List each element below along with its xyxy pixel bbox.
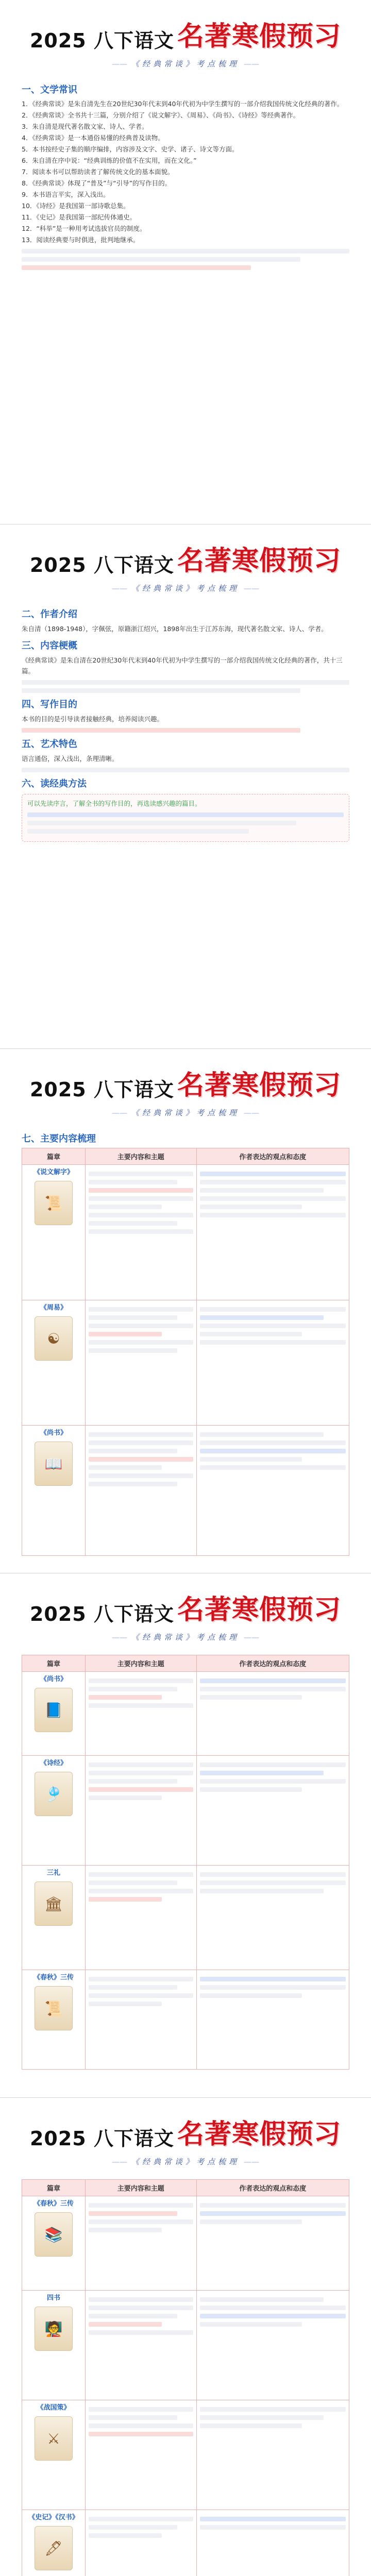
column-header: 作者表达的观点和态度: [196, 2180, 349, 2196]
chapter-table: [22, 1148, 349, 1556]
section-title: 一、文学常识: [22, 84, 77, 95]
text-line: [22, 249, 349, 253]
book-illustration-icon: 🖋: [35, 2526, 73, 2570]
grade-text: 2025 八下语文: [29, 554, 174, 577]
column-header: 篇章: [22, 1655, 86, 1672]
text-line: [22, 768, 349, 772]
page-4: [0, 1573, 371, 2098]
list-item: 9．本书语言平实，深入浅出。: [22, 191, 110, 198]
table-row: [22, 1165, 349, 1300]
method-box: [22, 794, 349, 842]
book-illustration-icon: 🏛: [35, 1882, 73, 1926]
table-row: [22, 2400, 349, 2510]
grade-text: 2025 八下语文: [29, 2127, 174, 2150]
list-item: 4．《经典常谈》是一本通俗易懂的经典普及读物。: [22, 134, 164, 142]
list-item: 7．阅读本书可以帮助读者了解传统文化的基本面貌。: [22, 168, 174, 176]
header-title: [30, 2112, 341, 2151]
page-2: [0, 524, 371, 1049]
chapter-name: 《说文解字》: [33, 1168, 74, 1176]
header-title: [30, 539, 341, 578]
chapter-name: 《春秋》三传: [33, 2200, 74, 2208]
chapter-name: 《战国策》: [37, 2404, 71, 2412]
table-row: [22, 1426, 349, 1556]
text-line: [22, 688, 300, 693]
page-header: [0, 1049, 371, 1125]
chapter-name: 《春秋》三传: [33, 1974, 74, 1981]
page-header: [0, 2098, 371, 2174]
header-title: [30, 1588, 341, 1626]
book-illustration-icon: 🎐: [35, 1772, 73, 1816]
text-line: [27, 829, 249, 834]
table-row: [22, 2291, 349, 2400]
grade-text: 2025 八下语文: [29, 1078, 174, 1101]
page-header: [0, 524, 371, 601]
summary-paragraph: 《经典常谈》是朱自清在20世纪30年代末到40年代初为中学生撰写的一部介绍我国传统文化经典的著作，共十三篇。: [22, 656, 343, 675]
text-line: [27, 812, 344, 817]
list-item: 10．《诗经》是我国第一部诗歌总集。: [22, 202, 130, 210]
section-title: 四、写作目的: [22, 699, 77, 710]
list-item: 12．“科举”是一种用考试选拔官员的制度。: [22, 225, 146, 232]
chapter-name: 四书: [46, 2294, 60, 2302]
header-subtitle: —— 《经典常谈》考点梳理 ——: [0, 58, 371, 69]
column-header: 主要内容和主题: [86, 2180, 197, 2196]
list-item: 11．《史记》是我国第一部纪传体通史。: [22, 213, 137, 221]
header-subtitle: —— 《经典常谈》考点梳理 ——: [0, 1107, 371, 1118]
style-paragraph: 语言通俗，深入浅出，条理清晰。: [22, 755, 119, 762]
book-illustration-icon: 📜: [35, 1181, 73, 1225]
text-line: [27, 821, 296, 825]
book-title: 名著寒假预习: [177, 1595, 341, 1625]
text-line: [22, 680, 349, 685]
page-3: [0, 1049, 371, 1573]
list-item: 1．《经典常谈》是朱自清先生在20世纪30年代末到40年代初为中学生撰写的一部介绍我国传统文化经典的著作。: [22, 100, 344, 108]
column-header: 作者表达的观点和态度: [196, 1148, 349, 1165]
book-title: 名著寒假预习: [177, 21, 341, 52]
chapter-name: 《史记》《汉书》: [28, 2514, 79, 2521]
text-line: [22, 728, 300, 733]
section-title: 二、作者介绍: [22, 609, 77, 620]
header-title: [30, 1063, 341, 1102]
page-header: [0, 0, 371, 76]
column-header: 主要内容和主题: [86, 1655, 197, 1672]
table-row: [22, 2196, 349, 2291]
method-note: 可以先读序言，了解全书的写作目的，再选读感兴趣的篇目。: [27, 800, 201, 807]
book-title: 名著寒假预习: [177, 2119, 341, 2150]
list-item: 13．阅读经典要与时俱进，批判地继承。: [22, 236, 140, 244]
table-row: [22, 2510, 349, 2576]
content: [0, 601, 371, 842]
content: [0, 76, 371, 270]
book-title: 名著寒假预习: [177, 1070, 341, 1101]
column-header: 篇章: [22, 1148, 86, 1165]
list-item: 6．朱自清在序中说：“经典训练的价值不在实用，而在文化。”: [22, 157, 197, 164]
text-lines: [22, 249, 349, 270]
book-illustration-icon: ⚔: [35, 2416, 73, 2461]
book-illustration-icon: 📖: [35, 1442, 73, 1486]
section-title: 六、读经典方法: [22, 778, 87, 789]
book-illustration-icon: 📜: [35, 1986, 73, 2030]
column-header: 主要内容和主题: [86, 1148, 197, 1165]
grade-text: 2025 八下语文: [29, 1603, 174, 1625]
content: [0, 2174, 371, 2576]
chapter-table: [22, 2179, 349, 2576]
list-item: 5．本书按经史子集的顺序编排，内容涉及文字、史学、诸子、诗文等方面。: [22, 145, 239, 153]
header-title: [30, 14, 341, 53]
text-line: [22, 265, 251, 270]
header-subtitle: —— 《经典常谈》考点梳理 ——: [0, 1632, 371, 1642]
book-title: 名著寒假预习: [177, 546, 341, 577]
chapter-name: 《周易》: [40, 1304, 67, 1312]
page-5: [0, 2098, 371, 2576]
list-item: 2．《经典常谈》全书共十三篇，分别介绍了《说文解字》、《周易》、《尚书》、《诗经》等经典著作。: [22, 111, 300, 119]
list-item: 3．朱自清是现代著名散文家、诗人、学者。: [22, 123, 148, 130]
page-header: [0, 1573, 371, 1650]
column-header: 篇章: [22, 2180, 86, 2196]
book-illustration-icon: 📚: [35, 2212, 73, 2257]
chapter-table: [22, 1655, 349, 2070]
author-paragraph: 朱自清（1898-1948），字佩弦，原籍浙江绍兴，1898年出生于江苏东海，现代著名散文家、诗人、学者。: [22, 625, 328, 633]
chapter-name: 《尚书》: [40, 1675, 67, 1683]
page-1: [0, 0, 371, 524]
content: [0, 1650, 371, 2070]
book-illustration-icon: 📘: [35, 1688, 73, 1732]
column-header: 作者表达的观点和态度: [196, 1655, 349, 1672]
section-title: 三、内容梗概: [22, 640, 77, 651]
table-row: [22, 1756, 349, 1866]
table-row: [22, 1970, 349, 2070]
header-subtitle: —— 《经典常谈》考点梳理 ——: [0, 583, 371, 594]
list-item: 8．《经典常谈》体现了“普及”与“引导”的写作目的。: [22, 179, 172, 187]
book-illustration-icon: 🧑‍🏫: [35, 2307, 73, 2351]
header-subtitle: —— 《经典常谈》考点梳理 ——: [0, 2156, 371, 2167]
chapter-name: 《尚书》: [40, 1429, 67, 1437]
chapter-name: 《诗经》: [40, 1759, 67, 1767]
book-illustration-icon: ☯: [35, 1316, 73, 1361]
table-row: [22, 1672, 349, 1756]
purpose-paragraph: 本书的目的是引导读者接触经典，培养阅读兴趣。: [22, 715, 164, 723]
chapter-name: 三礼: [46, 1869, 60, 1877]
content: [0, 1125, 371, 1556]
section-title: 七、主要内容梳理: [22, 1133, 96, 1144]
table-row: [22, 1866, 349, 1970]
table-row: [22, 1300, 349, 1426]
text-line: [22, 257, 300, 262]
section-title: 五、艺术特色: [22, 739, 77, 750]
grade-text: 2025 八下语文: [29, 29, 174, 52]
